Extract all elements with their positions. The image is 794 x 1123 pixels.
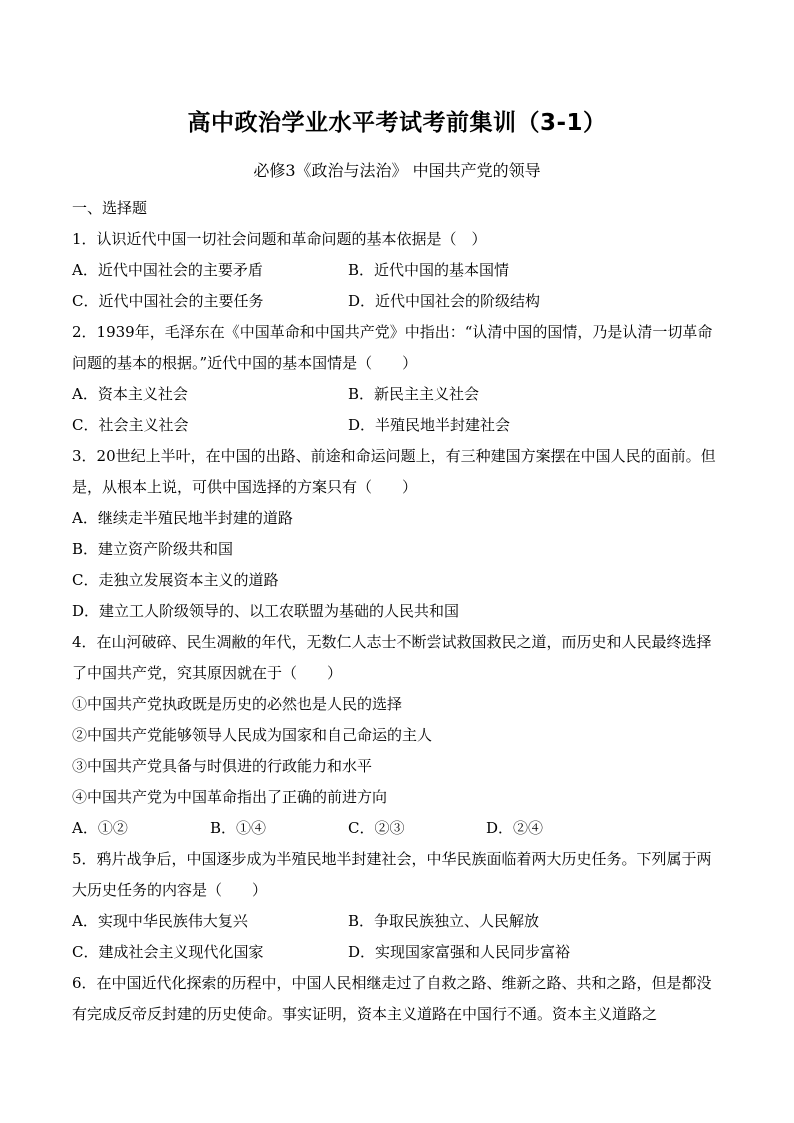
question-5-option-c: C．建成社会主义现代化国家 [72, 943, 264, 961]
question-4-item-4: ④中国共产党为中国革命指出了正确的前进方向 [72, 788, 388, 806]
question-2-options-row-1 [72, 379, 724, 410]
question-4-item-3: ③中国共产党具备与时俱进的行政能力和水平 [72, 757, 373, 775]
question-4-option-b: B．①④ [210, 819, 267, 837]
section-heading: 一、选择题 [72, 199, 148, 217]
question-5-option-b: B．争取民族独立、人民解放 [348, 912, 540, 930]
question-5-option-a: A．实现中华民族伟大复兴 [72, 912, 248, 930]
question-3-option-d: D．建立工人阶级领导的、以工农联盟为基础的人民共和国 [72, 602, 460, 620]
question-4-option-c: C．②③ [348, 819, 405, 837]
page-title: 高中政治学业水平考试考前集训（3-1） [187, 110, 607, 136]
question-2-options-row-2 [72, 410, 724, 441]
question-2-option-c: C．社会主义社会 [72, 416, 189, 434]
question-1-stem: 1．认识近代中国一切社会问题和革命问题的基本依据是（ ） [72, 230, 487, 248]
question-1-option-d: D．近代中国社会的阶级结构 [348, 292, 541, 310]
question-4-options-row [72, 813, 724, 844]
page-subtitle: 必修3《政治与法治》 中国共产党的领导 [253, 161, 541, 180]
question-2-option-d: D．半殖民地半封建社会 [348, 416, 511, 434]
question-3-option-c: C．走独立发展资本主义的道路 [72, 571, 279, 589]
question-2-stem: 2．1939年，毛泽东在《中国革命和中国共产党》中指出：“认清中国的国情，乃是认清一切革命问题的基本的根据。”近代中国的基本国情是（ ） [72, 323, 713, 372]
question-5-option-d: D．实现国家富强和人民同步富裕 [348, 943, 571, 961]
question-2-option-b: B．新民主主义社会 [348, 385, 480, 403]
question-1-option-b: B．近代中国的基本国情 [348, 261, 510, 279]
question-6-stem: 6．在中国近代化探索的历程中，中国人民相继走过了自救之路、维新之路、共和之路，但是都没有完成反帝反封建的历史使命。事实证明，资本主义道路在中国行不通。资本主义道路之 [72, 974, 712, 1023]
document-body [72, 193, 724, 1030]
question-4-option-a: A．①② [72, 819, 128, 837]
question-1-options-row-1 [72, 255, 724, 286]
question-3-option-a: A．继续走半殖民地半封建的道路 [72, 509, 293, 527]
question-5-options-row-1 [72, 906, 724, 937]
question-5-options-row-2 [72, 937, 724, 968]
question-3-stem: 3．20世纪上半叶，在中国的出路、前途和命运问题上，有三种建国方案摆在中国人民的面前。但是，从根本上说，可供中国选择的方案只有（ ） [72, 447, 716, 496]
question-2-option-a: A．资本主义社会 [72, 385, 188, 403]
question-1-option-c: C．近代中国社会的主要任务 [72, 292, 264, 310]
question-5-stem: 5．鸦片战争后，中国逐步成为半殖民地半封建社会，中华民族面临着两大历史任务。下列属于两大历史任务的内容是（ ） [72, 850, 712, 899]
question-1-options-row-2 [72, 286, 724, 317]
question-4-stem: 4．在山河破碎、民生凋敝的年代，无数仁人志士不断尝试救国救民之道，而历史和人民最终选择了中国共产党，究其原因就在于（ ） [72, 633, 712, 682]
question-4-item-1: ①中国共产党执政既是历史的必然也是人民的选择 [72, 695, 403, 713]
question-1-option-a: A．近代中国社会的主要矛盾 [72, 261, 263, 279]
question-4-item-2: ②中国共产党能够领导人民成为国家和自己命运的主人 [72, 726, 433, 744]
question-3-option-b: B．建立资产阶级共和国 [72, 540, 234, 558]
question-4-option-d: D．②④ [486, 819, 544, 837]
